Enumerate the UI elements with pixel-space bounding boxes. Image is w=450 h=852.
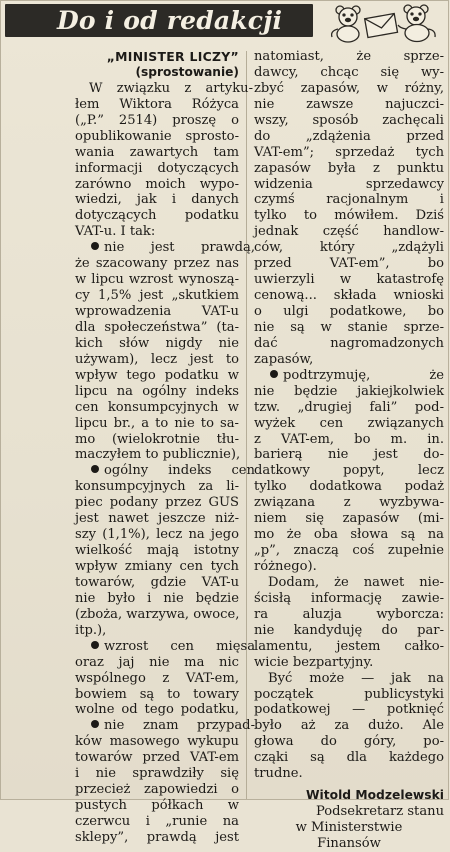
line-text: towarów, gdzie VAT-u: [75, 574, 239, 590]
article-text-line: [254, 495, 444, 511]
line-text: ra aluzja wyborcza:: [254, 606, 444, 622]
article-text-line: [254, 256, 444, 272]
article-text-line: [254, 65, 444, 81]
article-text-line: [254, 320, 444, 336]
line-text: natomiast, że sprze-: [254, 49, 444, 64]
line-text: trudne.: [254, 766, 303, 782]
line-text: ców, który „zdążyli: [254, 240, 444, 256]
line-text: pustych półkach w: [75, 798, 239, 814]
line-text: dla społeczeństwa” (ta-: [75, 319, 239, 335]
line-text: wspólnego z VAT-em,: [75, 670, 239, 686]
bullet-icon: [91, 242, 99, 250]
article-text-line: [254, 432, 444, 448]
bullet-paragraph-line: [75, 240, 255, 256]
line-text: ków masowego wykupu: [75, 734, 239, 750]
line-text: zapasów była z punktu: [254, 160, 444, 176]
bullet-paragraph-line: [75, 639, 255, 655]
article-text-line: [75, 256, 239, 272]
article-text-line: [75, 687, 239, 703]
line-text: głowa do góry, po-: [254, 734, 444, 750]
line-text: nie było i nie będzie: [75, 590, 239, 606]
line-text: różnego).: [254, 559, 317, 574]
line-text: tzw. „drugiej fali” pod-: [254, 399, 444, 415]
article-text-line: [254, 352, 444, 368]
article-text-line: [254, 639, 444, 655]
section-header: [1, 1, 450, 43]
article-text-line: [254, 288, 444, 304]
article-text-line: [254, 575, 444, 591]
line-text: oraz jaj nie ma nic: [75, 654, 239, 670]
bullet-paragraph-line: [75, 718, 255, 734]
line-text: używam), lecz jest to: [75, 351, 239, 367]
article-text-line: [75, 575, 239, 591]
article-text-line: [254, 161, 444, 177]
line-text: nie zawsze najuczci-: [254, 96, 444, 112]
article-text-line: [75, 177, 239, 193]
article-text-line: [254, 687, 444, 703]
line-text: wiedzi, jak i danych: [75, 192, 239, 208]
article-text-line: [75, 272, 239, 288]
line-text: do „zdążenia przed: [254, 128, 444, 144]
line-text: datkowy popyt, lecz: [254, 463, 444, 479]
line-text: zarówno moich wypo-: [75, 176, 239, 192]
line-text: nie kandyduję do par-: [254, 622, 444, 638]
signature-title: w Ministerstwie: [295, 820, 403, 835]
line-text: lamentu, jestem całko-: [254, 638, 444, 654]
article-text-line: [75, 702, 239, 718]
article-text-line: [75, 432, 239, 448]
article-text-line: [254, 527, 444, 543]
line-text: nie jest prawdą,: [104, 240, 255, 256]
line-text: („P.” 2514) proszę o: [75, 112, 239, 128]
line-text: dać nagromadzonych: [254, 335, 444, 351]
article-text-line: [254, 511, 444, 527]
line-text: było aż za dużo. Ale: [254, 718, 444, 734]
article-text-line: [254, 671, 444, 687]
line-text: wpływ tego podatku w: [75, 367, 239, 383]
line-text: wicie bezpartyjny.: [254, 654, 374, 670]
line-text: cy 1,5% jest „skutkiem: [75, 288, 239, 304]
article-text-line: [75, 400, 239, 416]
article-text-line: [75, 304, 239, 320]
line-text: „MINISTER LICZY”: [106, 49, 239, 64]
bullet-icon: [91, 465, 99, 473]
article-text-line: [254, 591, 444, 607]
article-text-line: [254, 416, 444, 432]
article-text-line: [254, 702, 444, 718]
article-text-line: [254, 304, 444, 320]
column-divider: [246, 51, 247, 799]
line-text: dawcy, chcąc się wy-: [254, 64, 444, 80]
article-text-line: [254, 655, 444, 671]
signature-title: Podsekretarz stanu: [316, 804, 444, 820]
article-text-line: [254, 113, 444, 129]
article-text-line: [75, 320, 239, 336]
article-text-line: [75, 623, 239, 639]
line-text: przed VAT-em”, bo: [254, 256, 444, 272]
line-text: zbyć zapasów, w różny,: [254, 80, 444, 96]
line-text: w lipcu wzrost wynoszą-: [75, 272, 239, 288]
article-text-line: [75, 543, 239, 559]
article-text-line: [254, 177, 444, 193]
article-text-line: [75, 97, 239, 113]
line-text: maczyłem to publicznie),: [75, 447, 241, 463]
line-text: lipcu na ogólny indeks: [75, 383, 239, 399]
line-text: nie znam przypad-: [104, 718, 255, 734]
line-text: itp.),: [75, 622, 107, 638]
article-text-line: [75, 192, 239, 208]
article-text-line: [254, 129, 444, 145]
line-text: o ulgi podatkowe, bo: [254, 304, 444, 319]
article-text-line: [75, 224, 239, 240]
article-right-column: [254, 49, 444, 852]
article-left-column: [11, 49, 255, 846]
line-text: czerwcu i „runie na: [75, 814, 239, 829]
article-text-line: [75, 766, 239, 782]
line-text: kich słów nigdy nie: [75, 335, 239, 351]
line-text: że szacowany przez nas: [75, 256, 239, 272]
article-text-line: [75, 734, 239, 750]
line-text: sklepy”, prawdą jest: [75, 829, 239, 845]
article-text-line: [254, 336, 444, 352]
line-text: mo że oba słowa są na: [254, 527, 444, 543]
article-text-line: [75, 336, 239, 352]
line-text: niem się zapasów (mi-: [254, 511, 444, 527]
bullet-paragraph-line: [254, 368, 444, 384]
line-text: ścisłą informację zawie-: [254, 590, 444, 606]
article-text-line: [254, 543, 444, 559]
line-text: szy (1,1%), lecz na jego: [75, 527, 239, 543]
article-text-line: [75, 495, 239, 511]
article-text-line: [254, 272, 444, 288]
line-text: cząki są dla każdego: [254, 750, 444, 766]
bullet-paragraph-line: [75, 463, 255, 479]
article-text-line: [75, 671, 239, 687]
article-text-line: [254, 400, 444, 416]
line-text: dotyczących podatku: [75, 208, 239, 224]
line-text: tylko dodatkowa podaż: [254, 479, 444, 495]
article-text-line: [75, 145, 239, 161]
line-text: ogólny indeks cen: [104, 463, 255, 479]
line-text: widzenia sprzedawcy: [254, 176, 444, 192]
article-text-line: [254, 750, 444, 766]
line-text: wprowadzenia VAT-u: [75, 304, 239, 319]
article-text-line: [75, 527, 239, 543]
article-text-line: [254, 240, 444, 256]
line-text: wolne od tego podatku,: [75, 702, 239, 718]
article-text-line: [75, 208, 239, 224]
article-text-line: [75, 814, 239, 830]
article-text-line: [254, 718, 444, 734]
article-text-line: [75, 49, 239, 65]
article-text-line: [254, 623, 444, 639]
article-text-line: [254, 224, 444, 240]
article-text-line: [254, 49, 444, 65]
line-text: wzrost cen mięsa: [104, 638, 255, 654]
line-text: Być może — jak na: [268, 670, 444, 686]
line-text: bowiem są to towary: [75, 686, 239, 702]
article-text-line: [75, 479, 239, 495]
line-text: W związku z artyku-: [89, 80, 253, 96]
teddy-bears-envelope-icon: [320, 1, 444, 43]
article-text-line: [254, 607, 444, 623]
line-text: uwierzyli w katastrofę: [254, 272, 444, 288]
article-text-line: [75, 782, 239, 798]
article-text-line: [254, 766, 444, 782]
article-text-line: [75, 511, 239, 527]
line-text: Dodam, że nawet nie-: [268, 574, 444, 590]
article-text-line: [254, 384, 444, 400]
line-text: wania zawartych tam: [75, 144, 239, 160]
line-text: VAT-em”; sprzedaż tych: [254, 144, 444, 160]
article-text-line: [75, 65, 239, 81]
line-text: nie będzie jakiejkolwiek: [254, 383, 444, 399]
article-text-line: [75, 591, 239, 607]
article-text-line: [254, 81, 444, 97]
line-text: towarów przed VAT-em: [75, 750, 239, 766]
line-text: konsumpcyjnych za li-: [75, 479, 239, 495]
article-text-line: [75, 81, 253, 97]
line-text: wpływ zmiany cen tych: [75, 559, 239, 574]
article-text-line: [254, 734, 444, 750]
line-text: nie są w stanie sprze-: [254, 319, 444, 335]
article-text-line: [75, 129, 239, 145]
line-text: „p”, znaczą coś zupełnie: [254, 543, 444, 559]
line-text: podtrzymuję, że: [283, 367, 444, 383]
line-text: łem Wiktora Różyca: [75, 96, 239, 112]
article-text-line: [75, 798, 239, 814]
line-text: związana z wyzbywa-: [254, 495, 444, 511]
line-text: podatkowej — potknięć: [254, 702, 444, 718]
line-text: piec podany przez GUS: [75, 495, 239, 511]
line-text: opublikowanie sprosto-: [75, 128, 239, 144]
article-text-line: [75, 416, 239, 432]
article-text-line: [75, 288, 239, 304]
line-text: (sprostowanie): [135, 64, 239, 79]
section-banner: [5, 4, 313, 37]
article-text-line: [254, 447, 444, 463]
line-text: lipcu br., a to nie to sa-: [75, 415, 239, 431]
article-text-line: [75, 368, 239, 384]
article-text-line: [75, 830, 239, 846]
bullet-icon: [91, 641, 99, 649]
article-text-line: [75, 447, 239, 463]
article-text-line: [254, 559, 444, 575]
line-text: barierą nie jest do-: [254, 447, 444, 463]
line-text: przecież zapowiedzi o: [75, 782, 239, 798]
line-text: jest nawet jeszcze niż-: [75, 511, 239, 527]
line-text: jednak część handlow-: [254, 224, 444, 240]
article-text-line: [75, 161, 239, 177]
line-text: wielkość mają istotny: [75, 543, 239, 559]
line-text: i nie sprawdziły się: [75, 766, 239, 782]
line-text: wszy, sposób zachęcali: [254, 112, 444, 128]
article-text-line: [254, 145, 444, 161]
line-text: wyżek cen związanych: [254, 415, 444, 431]
article-text-line: [75, 384, 239, 400]
line-text: cen konsumpcyjnych w: [75, 399, 239, 415]
signature-title: Finansów: [317, 835, 381, 851]
line-text: cenową... składa wnioski: [254, 288, 444, 304]
signature-name: Witold Modzelewski: [305, 788, 444, 803]
article-text-line: [75, 113, 239, 129]
line-text: początek publicystyki: [254, 686, 444, 702]
article-text-line: [254, 208, 444, 224]
line-text: czymś racjonalnym i: [254, 192, 444, 208]
article-text-line: [254, 192, 444, 208]
article-text-line: [254, 479, 444, 495]
article-text-line: [254, 97, 444, 113]
article-text-line: [75, 559, 239, 575]
line-text: informacji dotyczących: [75, 160, 239, 176]
line-text: z VAT-em, bo m. in.: [254, 431, 444, 447]
article-text-line: [75, 655, 239, 671]
article-text-line: [75, 352, 239, 368]
bullet-icon: [270, 370, 278, 378]
line-text: zapasów,: [254, 351, 314, 367]
line-text: mo (wielokrotnie tłu-: [75, 431, 239, 447]
section-title: Do i od redakcji: [57, 6, 283, 35]
line-text: VAT-u. I tak:: [75, 224, 156, 240]
article-text-line: [75, 607, 239, 623]
line-text: (zboża, warzywa, owoce,: [75, 606, 240, 622]
line-text: tylko to mówiłem. Dziś: [254, 208, 444, 224]
bullet-icon: [91, 720, 99, 728]
article-text-line: [254, 463, 444, 479]
article-text-line: [75, 750, 239, 766]
